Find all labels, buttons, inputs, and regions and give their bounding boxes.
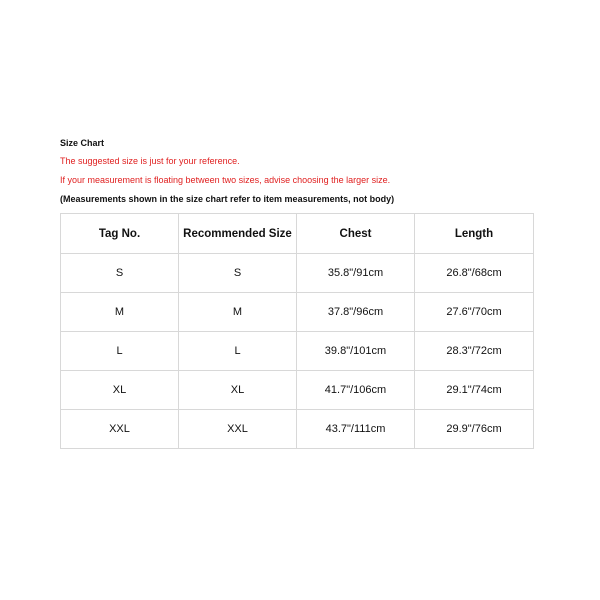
header-recommended-size: Recommended Size [179,214,297,254]
header-tag-no: Tag No. [61,214,179,254]
cell-tag: XL [61,371,179,410]
cell-length: 28.3"/72cm [415,332,534,371]
table-row [61,332,534,371]
cell-chest: 43.7"/111cm [297,410,415,449]
cell-chest: 39.8"/101cm [297,332,415,371]
cell-tag: L [61,332,179,371]
cell-recommended: M [179,293,297,332]
larger-size-note: If your measurement is floating between two sizes, advise choosing the larger size. [60,175,391,185]
cell-recommended: XL [179,371,297,410]
cell-length: 26.8"/68cm [415,254,534,293]
cell-length: 29.9"/76cm [415,410,534,449]
table-row [61,371,534,410]
table-row [61,254,534,293]
page-title: Size Chart [60,138,105,148]
cell-chest: 41.7"/106cm [297,371,415,410]
measurement-note: (Measurements shown in the size chart refer to item measurements, not body) [60,194,395,204]
cell-recommended: S [179,254,297,293]
table-row [61,293,534,332]
reference-note: The suggested size is just for your reference. [60,156,240,166]
cell-tag: S [61,254,179,293]
cell-chest: 37.8"/96cm [297,293,415,332]
cell-tag: M [61,293,179,332]
cell-length: 27.6"/70cm [415,293,534,332]
table-row [61,410,534,449]
cell-recommended: L [179,332,297,371]
header-length: Length [415,214,534,254]
cell-chest: 35.8"/91cm [297,254,415,293]
cell-recommended: XXL [179,410,297,449]
cell-length: 29.1"/74cm [415,371,534,410]
table-header-row [61,214,534,254]
size-table [60,213,534,449]
cell-tag: XXL [61,410,179,449]
header-chest: Chest [297,214,415,254]
